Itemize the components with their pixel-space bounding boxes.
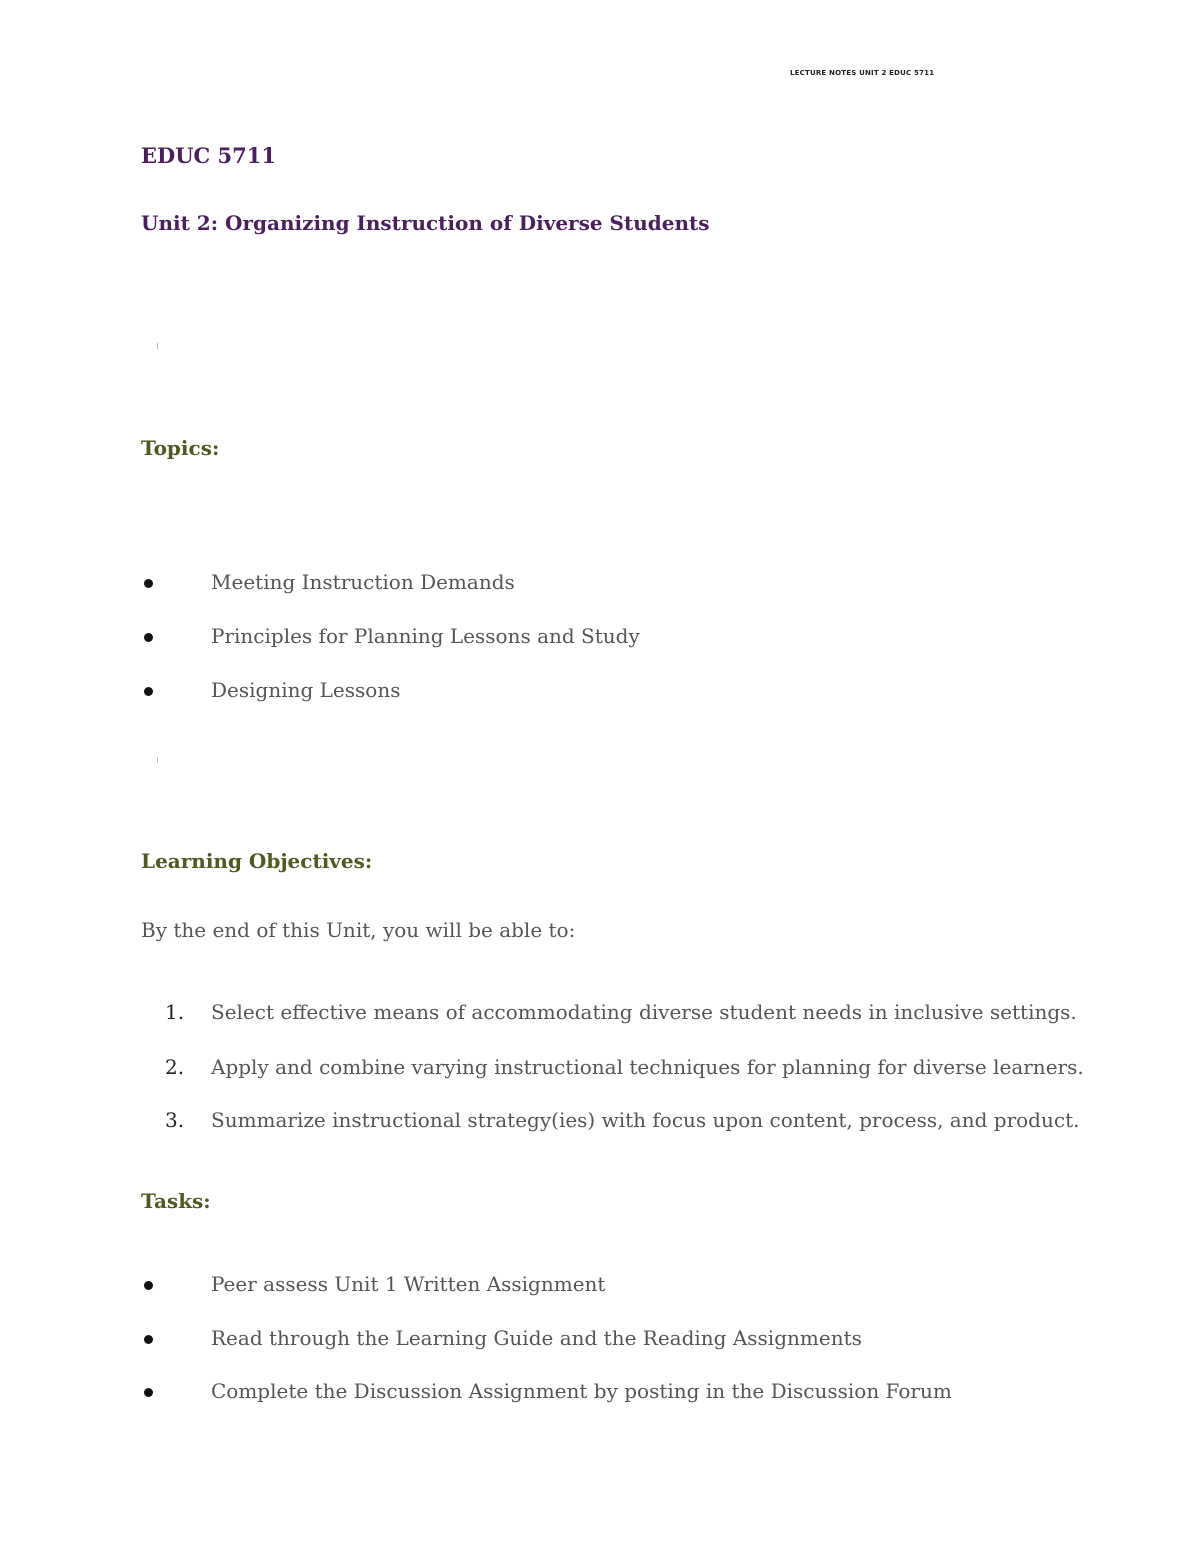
unit-title: Unit 2: Organizing Instruction of Diverse Students — [141, 211, 710, 235]
tasks-heading: Tasks: — [141, 1189, 211, 1213]
list-item-label: Meeting Instruction Demands — [211, 570, 515, 594]
list-item — [141, 678, 1101, 708]
list-item — [141, 570, 1101, 600]
course-code: EDUC 5711 — [141, 143, 277, 168]
objectives-intro: By the end of this Unit, you will be able to: — [141, 918, 576, 942]
learning-objectives-heading: Learning Objectives: — [141, 849, 373, 873]
list-item-label: Designing Lessons — [211, 678, 401, 702]
list-item-label: Peer assess Unit 1 Written Assignment — [211, 1272, 606, 1296]
list-item — [141, 1272, 1101, 1302]
topics-heading: Topics: — [141, 436, 220, 460]
list-item-number: 1. — [165, 1000, 185, 1024]
decorative-mark — [157, 757, 158, 763]
list-item-number: 2. — [165, 1055, 185, 1079]
list-item-label: Complete the Discussion Assignment by posting in the Discussion Forum — [211, 1379, 952, 1403]
bullet-icon — [144, 633, 153, 642]
list-item-label: Apply and combine varying instructional techniques for planning for diverse learners. — [211, 1055, 1084, 1079]
decorative-mark — [157, 343, 158, 349]
list-item — [141, 624, 1101, 654]
list-item — [141, 1000, 1101, 1030]
list-item-number: 3. — [165, 1108, 185, 1132]
list-item-label: Summarize instructional strategy(ies) with focus upon content, process, and product. — [211, 1108, 1080, 1132]
list-item — [141, 1326, 1101, 1356]
list-item-label: Read through the Learning Guide and the Reading Assignments — [211, 1326, 862, 1350]
list-item — [141, 1108, 1101, 1138]
bullet-icon — [144, 1335, 153, 1344]
list-item — [141, 1055, 1101, 1085]
list-item-label: Select effective means of accommodating diverse student needs in inclusive settings. — [211, 1000, 1077, 1024]
bullet-icon — [144, 1388, 153, 1397]
bullet-icon — [144, 687, 153, 696]
running-head: LECTURE NOTES UNIT 2 EDUC 5711 — [790, 69, 935, 77]
list-item — [141, 1379, 1101, 1409]
list-item-label: Principles for Planning Lessons and Study — [211, 624, 640, 648]
bullet-icon — [144, 1281, 153, 1290]
bullet-icon — [144, 579, 153, 588]
